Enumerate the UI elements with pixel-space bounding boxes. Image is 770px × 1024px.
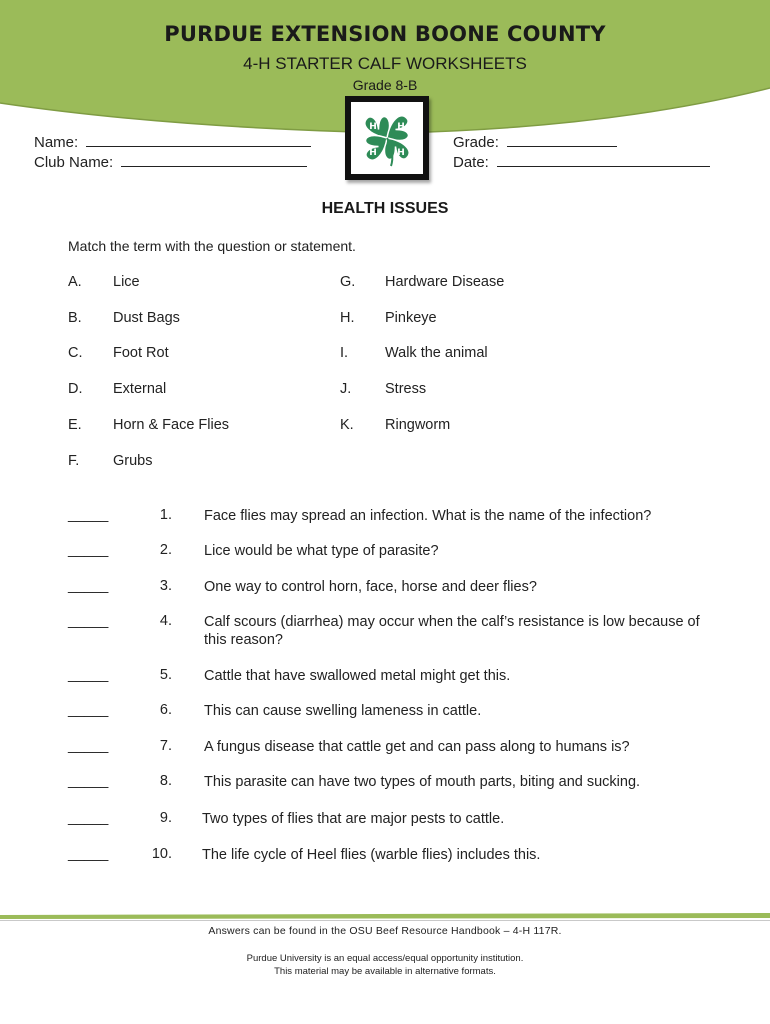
date-label: Date: xyxy=(453,154,489,171)
footer-divider xyxy=(0,912,770,922)
page-subtitle: 4-H STARTER CALF WORKSHEETS xyxy=(243,54,527,73)
question-number: 9. xyxy=(159,810,172,826)
grade-label: Grade: xyxy=(453,134,499,151)
term-letter: D. xyxy=(68,381,83,397)
instructions: Match the term with the question or statement. xyxy=(68,238,356,254)
answers-reference: Answers can be found in the OSU Beef Resource Handbook – 4-H 117R. xyxy=(208,925,562,937)
term-text: Grubs xyxy=(113,453,153,469)
term-letter: A. xyxy=(68,274,82,290)
question-text: Calf scours (diarrhea) may occur when the calf’s resistance is low because of this reason? xyxy=(204,614,700,648)
question-text: Lice would be what type of parasite? xyxy=(204,543,439,559)
name-label: Name: xyxy=(34,134,79,151)
date-field[interactable] xyxy=(453,152,710,171)
four-h-logo xyxy=(345,96,429,180)
term-letter: E. xyxy=(68,417,82,433)
term-text: Hardware Disease xyxy=(385,274,505,290)
answer-blank[interactable]: _____ xyxy=(68,507,109,523)
section-title: HEALTH ISSUES xyxy=(321,200,449,217)
term-letter: F. xyxy=(68,453,80,469)
grade-level: Grade 8-B xyxy=(352,77,418,93)
equal-opportunity-statement xyxy=(0,952,770,978)
club-name-line[interactable] xyxy=(121,152,307,167)
answer-blank[interactable]: _____ xyxy=(68,810,109,826)
term-text: Lice xyxy=(113,274,140,290)
name-line[interactable] xyxy=(86,132,311,147)
grade-line[interactable] xyxy=(507,132,617,147)
question-number: 5. xyxy=(159,667,172,683)
answer-blank[interactable]: _____ xyxy=(68,578,109,594)
equal-opportunity-line-2: This material may be available in alternative formats. xyxy=(274,966,496,977)
page-title: PURDUE EXTENSION BOONE COUNTY xyxy=(164,22,606,46)
question-number: 7. xyxy=(159,738,172,754)
term-text: Stress xyxy=(385,381,427,397)
term-text: Walk the animal xyxy=(385,345,488,361)
term-letter: I. xyxy=(340,345,349,361)
answer-blank[interactable]: _____ xyxy=(68,773,109,789)
term-text: Dust Bags xyxy=(113,310,180,326)
term-text: External xyxy=(113,381,167,397)
term-letter: H. xyxy=(340,310,355,326)
question-text: This can cause swelling lameness in cattle. xyxy=(204,703,482,719)
question-number: 2. xyxy=(159,542,172,558)
term-text: Horn & Face Flies xyxy=(113,417,230,433)
question-number: 8. xyxy=(159,773,172,789)
answer-blank[interactable]: _____ xyxy=(68,702,109,718)
term-text: Ringworm xyxy=(385,417,451,433)
four-h-clover-icon xyxy=(351,102,423,174)
svg-text:H: H xyxy=(369,148,377,158)
grade-field[interactable] xyxy=(453,132,617,151)
question-text: Face flies may spread an infection. What is the name of the infection? xyxy=(204,508,652,524)
question-text: A fungus disease that cattle get and can pass along to humans is? xyxy=(204,739,630,755)
question-text: Cattle that have swallowed metal might get this. xyxy=(204,668,511,684)
term-letter: J. xyxy=(340,381,352,397)
name-field[interactable] xyxy=(34,132,311,151)
answer-blank[interactable]: _____ xyxy=(68,738,109,754)
answer-blank[interactable]: _____ xyxy=(68,613,109,629)
question-text: This parasite can have two types of mouth parts, biting and sucking. xyxy=(204,774,641,790)
term-letter: C. xyxy=(68,345,83,361)
question-text: The life cycle of Heel flies (warble flies) includes this. xyxy=(202,847,541,863)
term-letter: B. xyxy=(68,310,82,326)
equal-opportunity-line-1: Purdue University is an equal access/equal opportunity institution. xyxy=(246,953,524,964)
svg-text:H: H xyxy=(397,148,405,158)
question-number: 10. xyxy=(151,846,172,862)
question-number: 6. xyxy=(159,702,172,718)
question-number: 3. xyxy=(159,578,172,594)
term-text: Foot Rot xyxy=(113,345,169,361)
answer-blank[interactable]: _____ xyxy=(68,846,109,862)
term-letter: K. xyxy=(340,417,354,433)
date-line[interactable] xyxy=(497,152,710,167)
question-text: Two types of flies that are major pests to cattle. xyxy=(202,811,505,827)
svg-text:H: H xyxy=(397,122,405,132)
question-text: One way to control horn, face, horse and deer flies? xyxy=(204,579,537,595)
answer-blank[interactable]: _____ xyxy=(68,542,109,558)
question-number: 1. xyxy=(159,507,172,523)
answer-blank[interactable]: _____ xyxy=(68,667,109,683)
term-text: Pinkeye xyxy=(385,310,437,326)
svg-text:H: H xyxy=(369,122,377,132)
question-number: 4. xyxy=(159,613,172,629)
term-letter: G. xyxy=(340,274,356,290)
club-name-label: Club Name: xyxy=(34,154,114,171)
club-name-field[interactable] xyxy=(34,152,307,171)
